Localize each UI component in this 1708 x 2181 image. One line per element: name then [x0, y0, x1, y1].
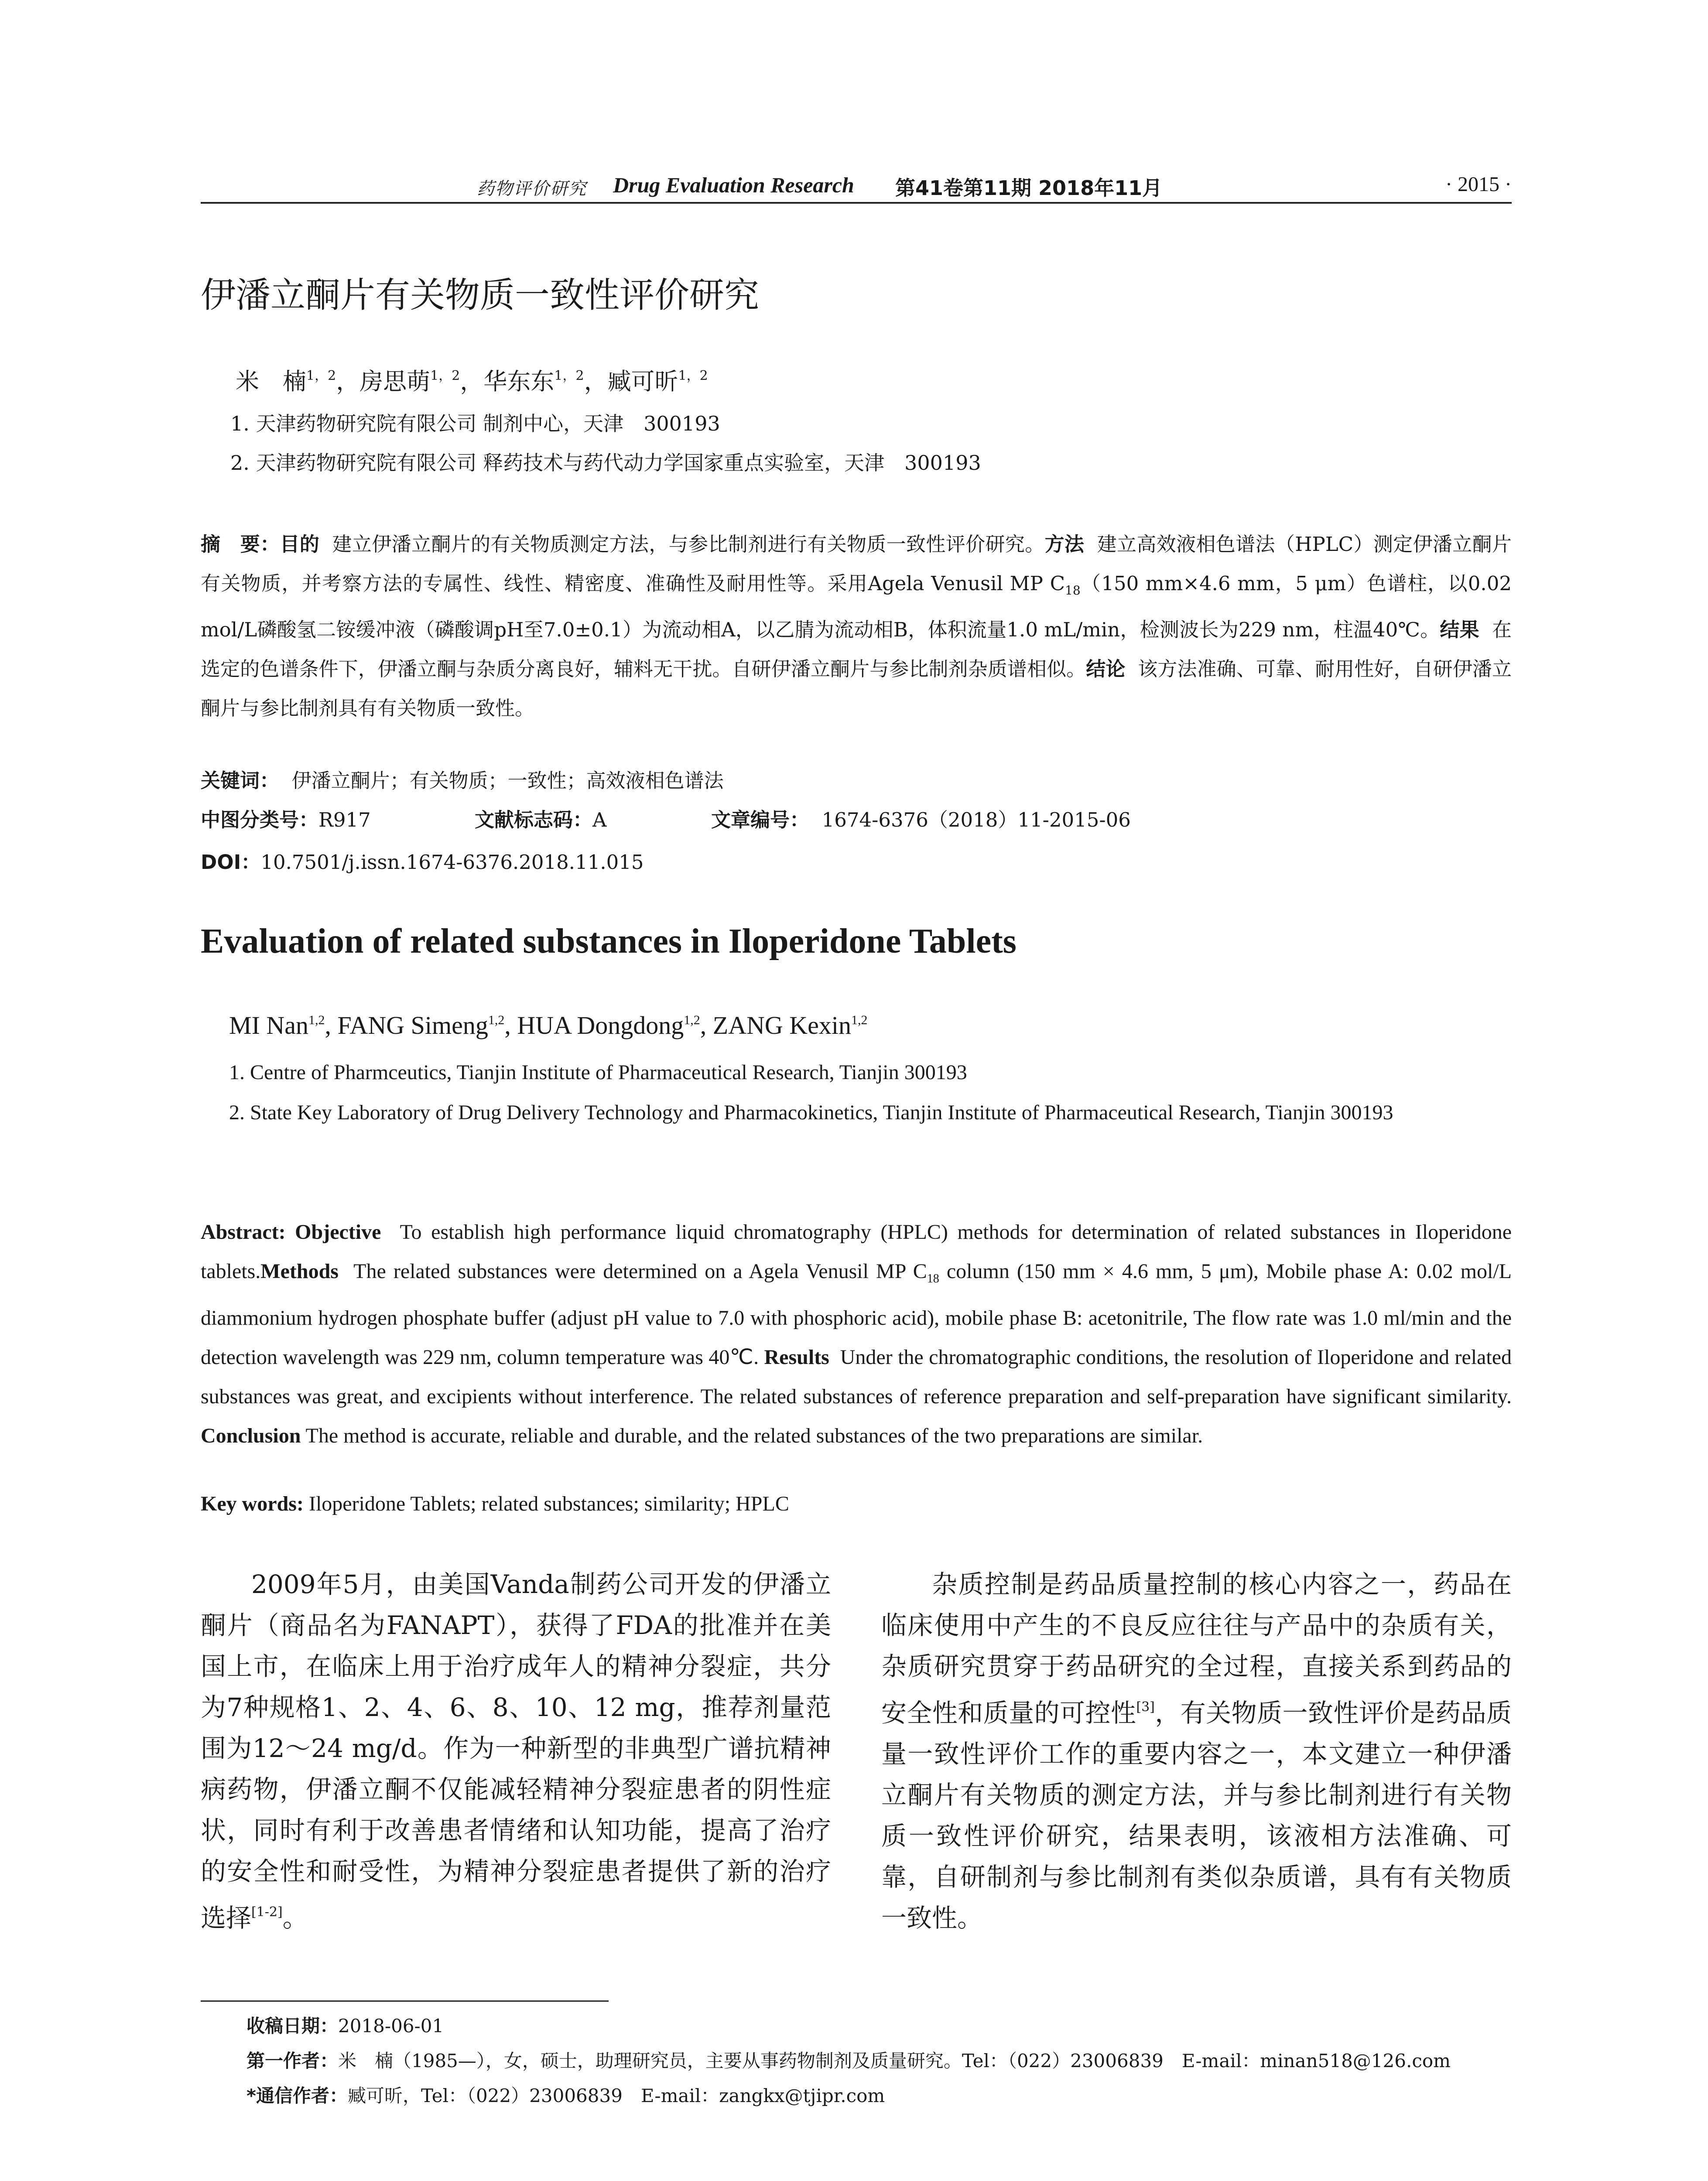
en-authors: [229, 1011, 868, 1040]
en-results-label: Results: [764, 1346, 829, 1369]
en-author-4-affil: 1,2: [851, 1013, 868, 1027]
en-keywords-label: Key words:: [201, 1492, 309, 1515]
journal-name: Drug Evaluation Research: [613, 173, 854, 197]
doi-line: [201, 846, 644, 875]
received-date: 2018-06-01: [338, 2015, 444, 2037]
cn-keywords: [201, 765, 724, 793]
cn-author-2: 房思萌: [359, 368, 431, 395]
journal-logo-mark: 药物评价研究: [477, 179, 587, 199]
en-keywords-text: Iloperidone Tablets; related substances; similarity; HPLC: [308, 1492, 789, 1515]
citation-3[interactable]: [3]: [1136, 1699, 1155, 1715]
footnote-corresponding: [246, 2082, 885, 2108]
cn-keywords-label: 关键词：: [201, 769, 280, 792]
footnote-received: [246, 2012, 444, 2038]
body-column-left: [201, 1564, 831, 1938]
en-author-3: HUA Dongdong: [517, 1011, 684, 1039]
body-paragraph-1-end: 。: [282, 1903, 308, 1933]
en-author-1: MI Nan: [229, 1011, 309, 1039]
page-number: · 2015 ·: [1445, 173, 1512, 196]
clc-item: [201, 804, 371, 832]
received-label: 收稿日期：: [246, 2015, 339, 2037]
citation-1-2[interactable]: [1-2]: [251, 1904, 283, 1920]
footnote-first-author: [246, 2047, 1451, 2073]
en-author-sep: ,: [325, 1011, 338, 1039]
body-paragraph-2-text-b: ，有关物质一致性评价是药品质量一致性评价工作的重要内容之一，本文建立一种伊潘立酮片有关物质的测定方法，并与参比制剂进行有关物质一致性评价研究，结果表明，该液相方法准确、可靠，自研制剂与参比制剂有类似杂质谱，具有有关物质一致性。: [881, 1698, 1512, 1933]
cn-methods-sub: 18: [1065, 583, 1081, 598]
en-objective-label: Objective: [295, 1220, 381, 1244]
en-title: Evaluation of related substances in Iloperidone Tablets: [201, 922, 1017, 961]
cn-author-sep: ，: [584, 368, 608, 395]
header-rule: [201, 202, 1512, 204]
en-author-sep: ,: [504, 1011, 517, 1039]
cn-objective-text: 建立伊潘立酮片的有关物质测定方法，与参比制剂进行有关物质一致性评价研究。: [332, 533, 1045, 556]
en-author-2-affil: 1,2: [488, 1013, 505, 1027]
en-abstract-label: Abstract:: [201, 1220, 295, 1244]
en-author-1-affil: 1,2: [308, 1013, 325, 1027]
cn-affiliation-1: 1. 天津药物研究院有限公司 制剂中心，天津 300193: [230, 412, 720, 435]
cn-author-1: 米 楠: [236, 368, 306, 395]
cn-author-sep: ，: [336, 368, 360, 395]
en-methods-text-b: column (150 mm × 4.6 mm, 5 μm), Mobile phase A: 0.02 mol/L diammonium hydrogen phosphate buffer (adjust pH value to 7.0 with phosphoric acid), mobile phase B: acetonitrile, The flow rate was 1.0 ml/min and the detection wavelength was 229 nm, column temperature was 40℃.: [201, 1260, 1512, 1369]
en-conclusion-label: Conclusion: [201, 1424, 301, 1447]
en-methods-text-a: The related substances were determined on a Agela Venusil MP C: [353, 1260, 927, 1283]
cn-affiliation-2: 2. 天津药物研究院有限公司 释药技术与药代动力学国家重点实验室，天津 300193: [230, 451, 981, 475]
en-results-text: Under the chromatographic conditions, the resolution of Iloperidone and related substances was great, and excipients without interference. The related substances of reference preparation and self-preparation have significant similarity.: [201, 1346, 1512, 1408]
en-keywords: [201, 1492, 789, 1516]
cn-abstract-label: 摘 要：: [201, 533, 280, 556]
en-methods-label: Methods: [260, 1260, 339, 1283]
en-objective-text: To establish high performance liquid chromatography (HPLC) methods for determination of related substances in Iloperidone tablets.: [201, 1220, 1512, 1283]
en-author-3-affil: 1,2: [684, 1013, 700, 1027]
cn-author-1-affil: 1，2: [306, 368, 336, 383]
cn-author-3-affil: 1，2: [554, 368, 584, 383]
cn-classification-row: [201, 804, 1512, 830]
cn-keywords-text: 伊潘立酮片；有关物质；一致性；高效液相色谱法: [291, 769, 724, 792]
first-author-info: 米 楠（1985—），女，硕士，助理研究员，主要从事药物制剂及质量研究。Tel：（022）23006839 E-mail：minan518@126.com: [338, 2050, 1451, 2072]
en-author-sep: ,: [700, 1011, 713, 1039]
cn-methods-label: 方法: [1044, 533, 1085, 556]
en-conclusion-text: The method is accurate, reliable and durable, and the related substances of the two preparations are similar.: [305, 1424, 1203, 1447]
cn-methods-text-b: （150 mm×4.6 mm，5 μm）色谱柱，以0.02 mol/L磷酸氢二铵缓冲液（磷酸调pH至7.0±0.1）为流动相A，以乙腈为流动相B，体积流量1.0 mL/min，检测波长为229 nm，柱温40℃。: [201, 572, 1512, 641]
doi-label: DOI：: [201, 851, 261, 874]
cn-title: 伊潘立酮片有关物质一致性评价研究: [201, 275, 759, 315]
cn-abstract: [201, 525, 1512, 728]
cn-conclusion-label: 结论: [1086, 657, 1126, 680]
cn-authors: [236, 363, 708, 397]
cn-author-3: 华东东: [483, 368, 555, 395]
body-paragraph-1: [201, 1564, 831, 1938]
cn-objective-label: 目的: [280, 533, 320, 556]
doc-code-value: A: [592, 808, 607, 831]
doc-code-item: [475, 804, 607, 832]
cn-author-2-affil: 1，2: [430, 368, 460, 383]
article-no-value: 1674-6376（2018）11-2015-06: [821, 808, 1131, 831]
corresponding-info: 臧可昕，Tel：（022）23006839 E-mail：zangkx@tjipr.com: [347, 2085, 885, 2106]
cn-author-4-affil: 1，2: [678, 368, 708, 383]
body-paragraph-2-text-a: 杂质控制是药品质量控制的核心内容之一，药品在临床使用中产生的不良反应往往与产品中的杂质有关，杂质研究贯穿于药品研究的全过程，直接关系到药品的安全性和质量的可控性: [881, 1569, 1512, 1728]
body-column-right: [881, 1564, 1512, 1938]
cn-conclusion-text: 该方法准确、可靠、耐用性好，自研伊潘立酮片与参比制剂具有有关物质一致性。: [201, 657, 1512, 720]
cn-results-label: 结果: [1440, 618, 1479, 641]
first-author-label: 第一作者：: [246, 2050, 339, 2072]
clc-value: R917: [318, 808, 371, 831]
issue-info: 第41卷第11期 2018年11月: [895, 176, 1163, 200]
article-no-item: [711, 804, 1131, 832]
en-abstract: [201, 1213, 1512, 1456]
en-affiliation-2: 2. State Key Laboratory of Drug Delivery Technology and Pharmacokinetics, Tianjin Institute of Pharmaceutical Research, Tianjin 300193: [229, 1101, 1393, 1124]
cn-author-sep: ，: [460, 368, 484, 395]
cn-methods-text-a: 建立高效液相色谱法（HPLC）测定伊潘立酮片有关物质，并考察方法的专属性、线性、精密度、准确性及耐用性等。采用Agela Venusil MP C: [201, 533, 1512, 595]
doi-value: 10.7501/j.issn.1674-6376.2018.11.015: [260, 851, 644, 874]
en-methods-sub: 18: [927, 1272, 939, 1285]
doc-code-label: 文献标志码：: [475, 808, 593, 831]
running-header: [201, 172, 1512, 198]
body-paragraph-1-text: 2009年5月，由美国Vanda制药公司开发的伊潘立酮片（商品名为FANAPT），获得了FDA的批准并在美国上市，在临床上用于治疗成年人的精神分裂症，共分为7种规格1、2、4、6、8、10、12 mg，推荐剂量范围为12～24 mg/d。作为一种新型的非典型广谱抗精神病药物，伊潘立酮不仅能减轻精神分裂症患者的阴性症状，同时有利于改善患者情绪和认知功能，提高了治疗的安全性和耐受性，为精神分裂症患者提供了新的治疗选择: [201, 1569, 831, 1933]
footnote-rule: [201, 2000, 609, 2002]
cn-results-text: 在选定的色谱条件下，伊潘立酮与杂质分离良好，辅料无干扰。自研伊潘立酮片与参比制剂杂质谱相似。: [201, 618, 1512, 680]
en-affiliation-1: 1. Centre of Pharmceutics, Tianjin Institute of Pharmaceutical Research, Tianjin 300193: [229, 1061, 967, 1084]
corresponding-label: *通信作者：: [246, 2085, 348, 2106]
clc-label: 中图分类号：: [201, 808, 319, 831]
body-paragraph-2: [881, 1564, 1512, 1938]
en-author-2: FANG Simeng: [337, 1011, 488, 1039]
article-no-label: 文章编号：: [711, 808, 810, 831]
cn-author-4: 臧可昕: [607, 368, 678, 395]
en-author-4: ZANG Kexin: [712, 1011, 852, 1039]
